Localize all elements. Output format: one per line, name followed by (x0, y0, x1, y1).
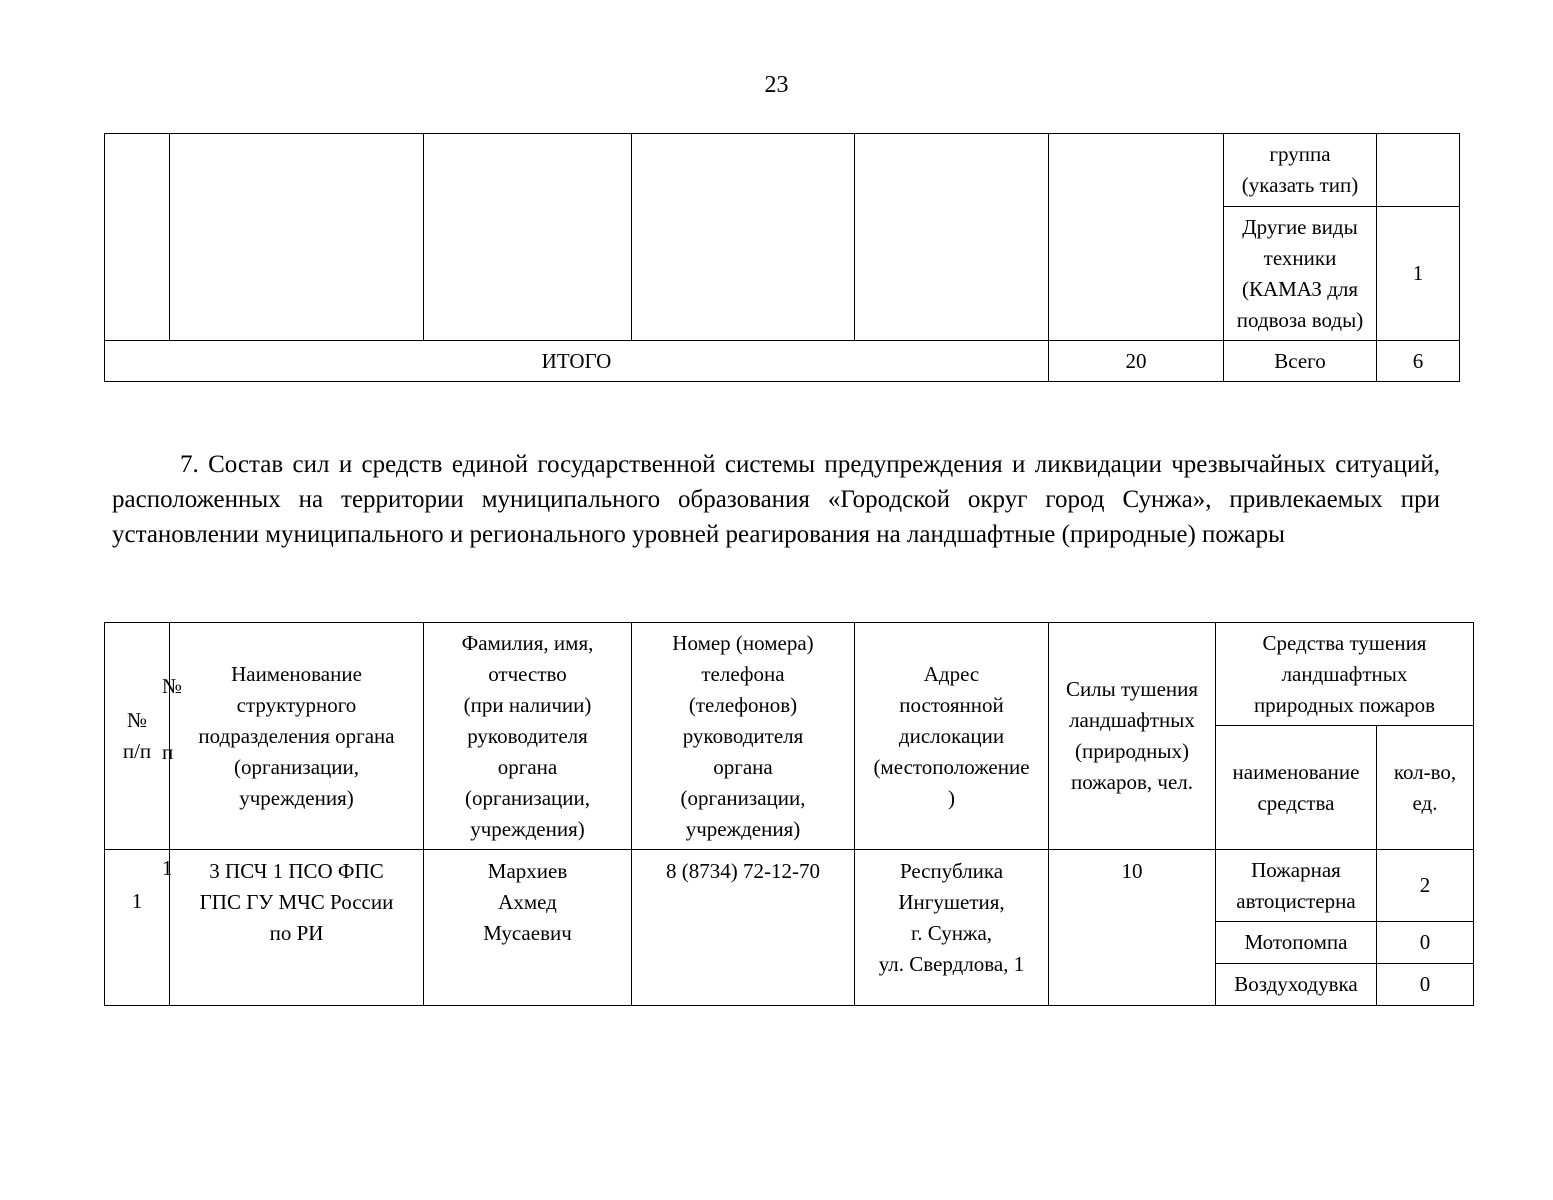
cell-line: Фамилия, имя, (461, 630, 594, 655)
cell-line: средства (1257, 790, 1335, 815)
empty-cell (424, 134, 632, 341)
header-org-name (170, 623, 424, 850)
cell-line: отчество (488, 661, 567, 686)
page-number: 23 (764, 72, 789, 98)
means-qty: 0 (1377, 964, 1474, 1006)
row-num: 1 (105, 850, 170, 1006)
row-head-name (424, 850, 632, 1006)
section-paragraph (112, 447, 1440, 552)
header-forces (1049, 623, 1216, 850)
empty-cell (170, 134, 424, 341)
means-qty: 0 (1377, 922, 1474, 964)
cell-line: по РИ (269, 921, 324, 945)
total-label: ИТОГО (105, 341, 1049, 382)
cell-line: № (126, 708, 148, 732)
cell-line: (организации, (234, 754, 359, 779)
cell-line: телефона (701, 661, 785, 686)
cell-line: Республика (899, 859, 1004, 883)
forces-table (104, 622, 1474, 1006)
cell-line: руководителя (467, 723, 588, 748)
cell-line: (телефонов) (688, 692, 798, 717)
means-name (1216, 850, 1377, 922)
means-name: Воздуходувка (1216, 964, 1377, 1006)
top-table (104, 133, 1460, 382)
total-equipment-label: Всего (1224, 341, 1377, 382)
cell-line: (КАМАЗ для (1241, 276, 1359, 301)
cell-line: пожаров, чел. (1070, 770, 1194, 794)
header-means-group (1216, 623, 1474, 726)
total-qty: 6 (1377, 341, 1460, 382)
header-num (105, 623, 170, 850)
cell-line: кол-во, (1393, 759, 1457, 784)
cell-line: Ахмед (498, 890, 557, 914)
cell-line: органа (497, 754, 558, 779)
header-means-name (1216, 726, 1377, 850)
total-forces: 20 (1049, 341, 1224, 382)
cell-line: техники (1263, 245, 1337, 270)
means-qty: 2 (1377, 850, 1474, 922)
cell-line: (организации, (465, 785, 590, 810)
cell-line: ) (948, 785, 955, 810)
cell-line: г. Сунжа, (910, 921, 993, 945)
cell-line: 3 ПСЧ 1 ПСО ФПС (209, 859, 384, 883)
cell-line: Наименование (231, 661, 362, 686)
cell-line: учреждения) (685, 816, 801, 841)
cell-line: автоцистерна (1236, 888, 1356, 913)
row-forces: 10 (1049, 850, 1216, 1006)
cell-line: ландшафтных (1069, 708, 1195, 732)
cell-line: Другие виды (1242, 214, 1358, 239)
cell-line: Средства тушения (1262, 630, 1427, 655)
means-name: Мотопомпа (1216, 922, 1377, 964)
empty-cell (855, 134, 1049, 341)
cell-line: учреждения) (239, 785, 354, 810)
overlap-glyph: № (162, 674, 183, 698)
cell-line: Номер (номера) (672, 630, 814, 655)
cell-line: (указать тип) (1241, 173, 1359, 197)
cell-line: постоянной (899, 692, 1004, 717)
empty-cell (632, 134, 855, 341)
cell-line: Силы тушения (1065, 677, 1199, 701)
header-means-qty (1377, 726, 1474, 850)
cell-line: группа (1269, 142, 1331, 166)
cell-line: Мусаевич (483, 921, 572, 945)
empty-cell (1049, 134, 1224, 341)
qty-cell (1377, 134, 1460, 207)
cell-line: (местоположение (873, 754, 1030, 779)
header-phone (632, 623, 855, 850)
cell-line: (организации, (680, 785, 806, 810)
equipment-cell (1224, 207, 1377, 341)
cell-line: ед. (1412, 790, 1438, 815)
cell-line: (при наличии) (463, 692, 592, 717)
equipment-cell (1224, 134, 1377, 207)
row-phone: 8 (8734) 72-12-70 (632, 850, 855, 1006)
cell-line: органа (713, 754, 773, 779)
cell-line: Пожарная (1251, 857, 1341, 882)
cell-line: Адрес (923, 661, 980, 686)
cell-line: природных пожаров (1253, 692, 1436, 717)
cell-line: Ингушетия, (898, 890, 1005, 914)
cell-line: дислокации (898, 723, 1005, 748)
qty-cell: 1 (1377, 207, 1460, 341)
header-address (855, 623, 1049, 850)
cell-line: руководителя (682, 723, 804, 748)
empty-cell (105, 134, 170, 341)
cell-line: ландшафтных (1281, 661, 1408, 686)
row-address (855, 850, 1049, 1006)
row-org-name (170, 850, 424, 1006)
cell-line: подвоза воды) (1236, 307, 1364, 332)
cell-line: наименование (1232, 759, 1360, 784)
overlap-glyph: 1 (162, 856, 173, 880)
header-head-name (424, 623, 632, 850)
cell-line: ГПС ГУ МЧС России (199, 890, 394, 914)
overlap-glyph: п (162, 740, 174, 764)
cell-line: структурного (236, 692, 357, 717)
cell-line: учреждения) (470, 816, 585, 841)
cell-line: п/п (122, 739, 152, 763)
cell-line: подразделения органа (198, 723, 395, 748)
cell-line: (природных) (1075, 739, 1189, 763)
cell-line: ул. Свердлова, 1 (878, 952, 1025, 976)
cell-line: Мархиев (487, 859, 568, 883)
paragraph-text: 7. Состав сил и средств единой государственной системы предупреждения и ликвидации чрезвычайных ситуаций, расположенных на территории муниципального образования «Городской округ город Сунжа», привлекаемых при установлении муниципального и регионального уровней реагирования на ландшафтные (природные) пожары (112, 451, 1440, 548)
